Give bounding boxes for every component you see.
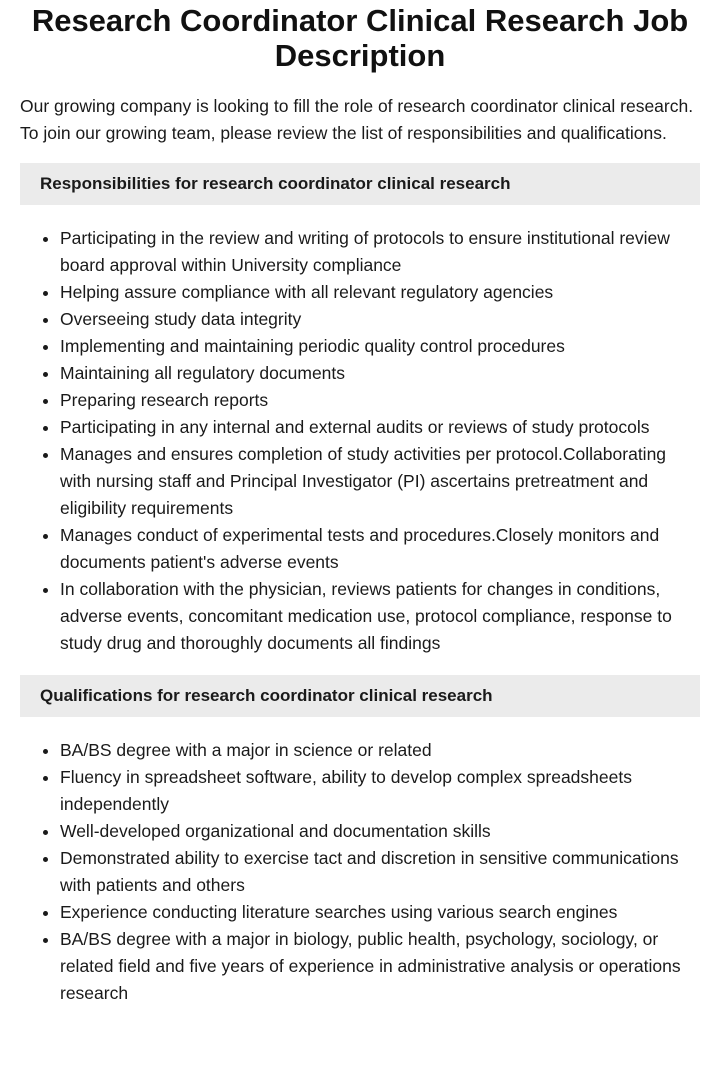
list-item: • Implementing and maintaining periodic quality control procedures: [60, 333, 700, 360]
list-item: • Maintaining all regulatory documents: [60, 360, 700, 387]
list-item: • Fluency in spreadsheet software, ability to develop complex spreadsheets independently: [60, 764, 700, 818]
list-item: • In collaboration with the physician, reviews patients for changes in conditions, adverse events, concomitant medication use, protocol compliance, response to study drug and thoroughly documents all findings: [60, 576, 700, 657]
list-item: • Experience conducting literature searches using various search engines: [60, 899, 700, 926]
intro-paragraph: Our growing company is looking to fill the role of research coordinator clinical research. To join our growing team, please review the list of responsibilities and qualifications.: [20, 96, 694, 143]
job-description-page: [0, 3, 720, 1007]
list-item: • Preparing research reports: [60, 387, 700, 414]
list-item: • Participating in any internal and external audits or reviews of study protocols: [60, 414, 700, 441]
qualifications-heading: Qualifications for research coordinator clinical research: [20, 675, 700, 717]
list-item: • Manages conduct of experimental tests and procedures.Closely monitors and documents patient's adverse events: [60, 522, 700, 576]
responsibilities-heading: Responsibilities for research coordinator clinical research: [20, 163, 700, 205]
list-item: • Participating in the review and writing of protocols to ensure institutional review board approval within University compliance: [60, 225, 700, 279]
qualifications-list: [20, 737, 700, 1007]
list-item: • Well-developed organizational and documentation skills: [60, 818, 700, 845]
list-item: • Demonstrated ability to exercise tact and discretion in sensitive communications with patients and others: [60, 845, 700, 899]
list-item: • Manages and ensures completion of study activities per protocol.Collaborating with nursing staff and Principal Investigator (PI) ascertains pretreatment and eligibility requirements: [60, 441, 700, 522]
page-title: Research Coordinator Clinical Research Job Description: [31, 3, 689, 73]
list-item: • BA/BS degree with a major in science or related: [60, 737, 700, 764]
list-item: • Helping assure compliance with all relevant regulatory agencies: [60, 279, 700, 306]
list-item: • BA/BS degree with a major in biology, public health, psychology, sociology, or related field and five years of experience in administrative analysis or operations research: [60, 926, 700, 1007]
list-item: • Overseeing study data integrity: [60, 306, 700, 333]
responsibilities-list: [20, 225, 700, 657]
